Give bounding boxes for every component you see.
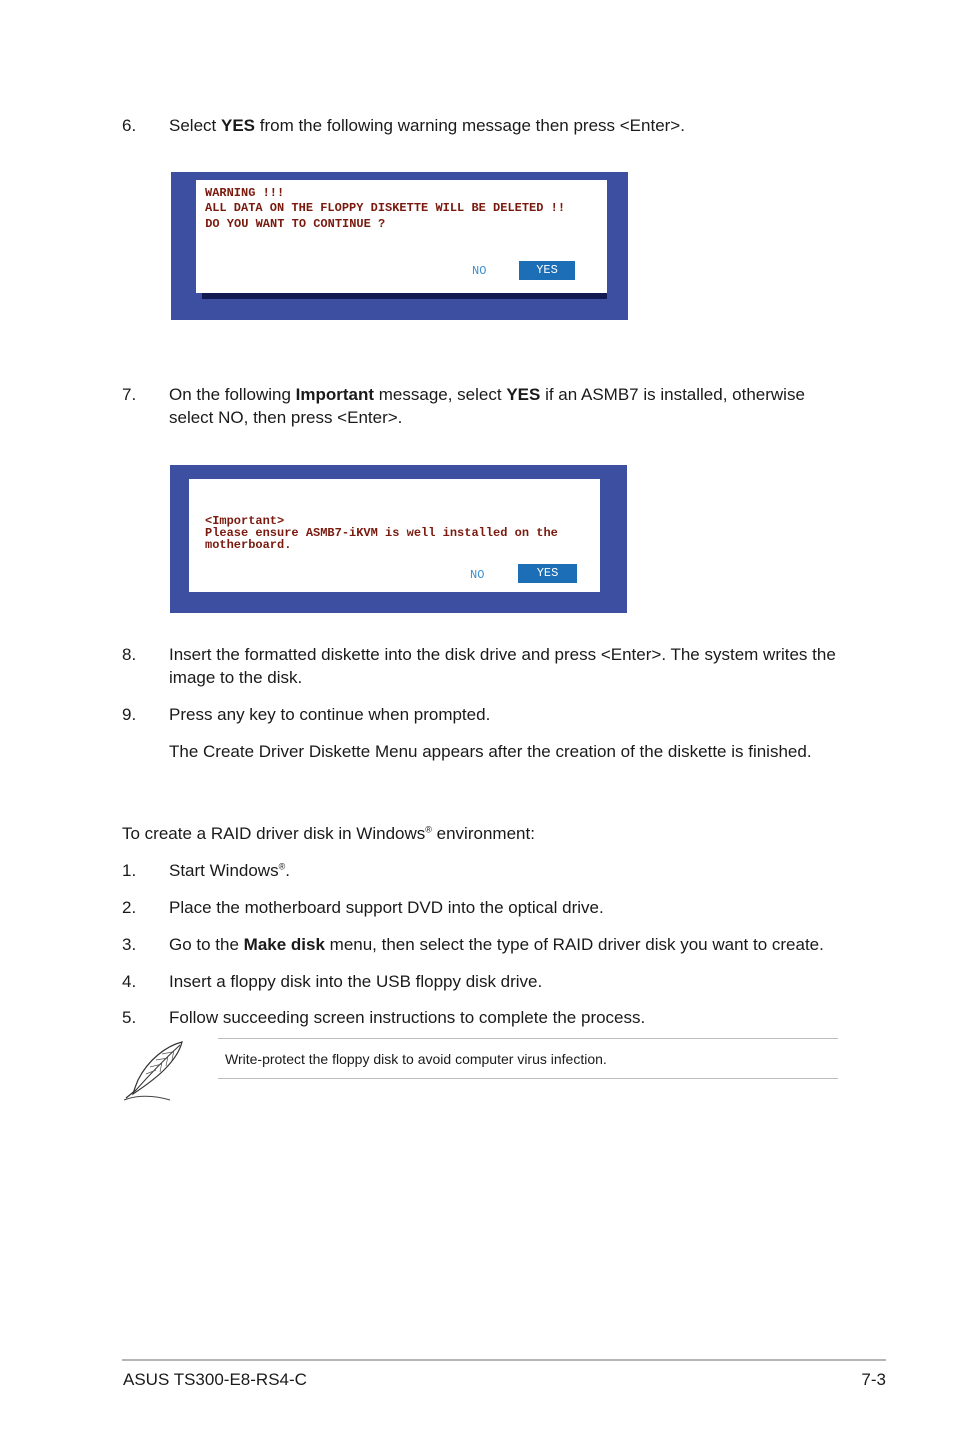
step-number: 1. (122, 861, 137, 880)
footer-model: ASUS TS300-E8-RS4-C (123, 1370, 307, 1389)
important-title: <Important> (205, 514, 285, 528)
note-bottom-rule (218, 1078, 838, 1079)
feather-pen-icon (122, 1040, 186, 1102)
page-number: 7-3 (861, 1370, 886, 1389)
important-message-line2: motherboard. (205, 538, 292, 552)
warning-dialog-box (196, 180, 607, 293)
footer-rule (122, 1359, 886, 1361)
step-9-followup: The Create Driver Diskette Menu appears after the creation of the diskette is finished. (169, 742, 812, 761)
step-number: 3. (122, 935, 137, 954)
step-text: Select YES from the following warning message then press <Enter>. (169, 116, 685, 135)
step-number: 9. (122, 705, 137, 724)
warning-message: ALL DATA ON THE FLOPPY DISKETTE WILL BE DELETED !! (205, 201, 566, 215)
warning-dialog-screenshot (171, 172, 628, 320)
important-dialog-screenshot (170, 465, 627, 613)
step-number: 8. (122, 645, 137, 664)
note-top-rule (218, 1038, 838, 1039)
step-text: Go to the Make disk menu, then select the type of RAID driver disk you want to create. (169, 935, 824, 954)
note-text: Write-protect the floppy disk to avoid computer virus infection. (225, 1051, 607, 1067)
step-number: 2. (122, 898, 137, 917)
step-number: 7. (122, 385, 137, 404)
important-message-line1: Please ensure ASMB7-iKVM is well installed on the (205, 526, 558, 540)
step-text: Insert a floppy disk into the USB floppy disk drive. (169, 972, 543, 991)
step-text: Press any key to continue when prompted. (169, 705, 491, 724)
step-text: Follow succeeding screen instructions to complete the process. (169, 1008, 646, 1027)
important-dialog-box (189, 479, 600, 592)
step-text: Place the motherboard support DVD into the optical drive. (169, 898, 604, 917)
yes-button[interactable]: YES (518, 564, 577, 583)
step-text: Start Windows®. (169, 861, 290, 880)
step-number: 4. (122, 972, 137, 991)
warning-title: WARNING !!! (205, 186, 285, 200)
yes-button[interactable]: YES (519, 261, 575, 280)
no-button[interactable]: NO (472, 264, 487, 278)
step-text: On the following Important message, select YES if an ASMB7 is installed, otherwise select NO, then press <Enter>. (169, 385, 805, 427)
windows-intro: To create a RAID driver disk in Windows® environment: (122, 824, 535, 843)
step-number: 5. (122, 1008, 137, 1027)
warning-question: DO YOU WANT TO CONTINUE ? (198, 217, 386, 231)
no-button[interactable]: NO (470, 568, 485, 582)
step-number: 6. (122, 116, 137, 135)
step-text: Insert the formatted diskette into the disk drive and press <Enter>. The system writes the image to the disk. (169, 645, 836, 687)
